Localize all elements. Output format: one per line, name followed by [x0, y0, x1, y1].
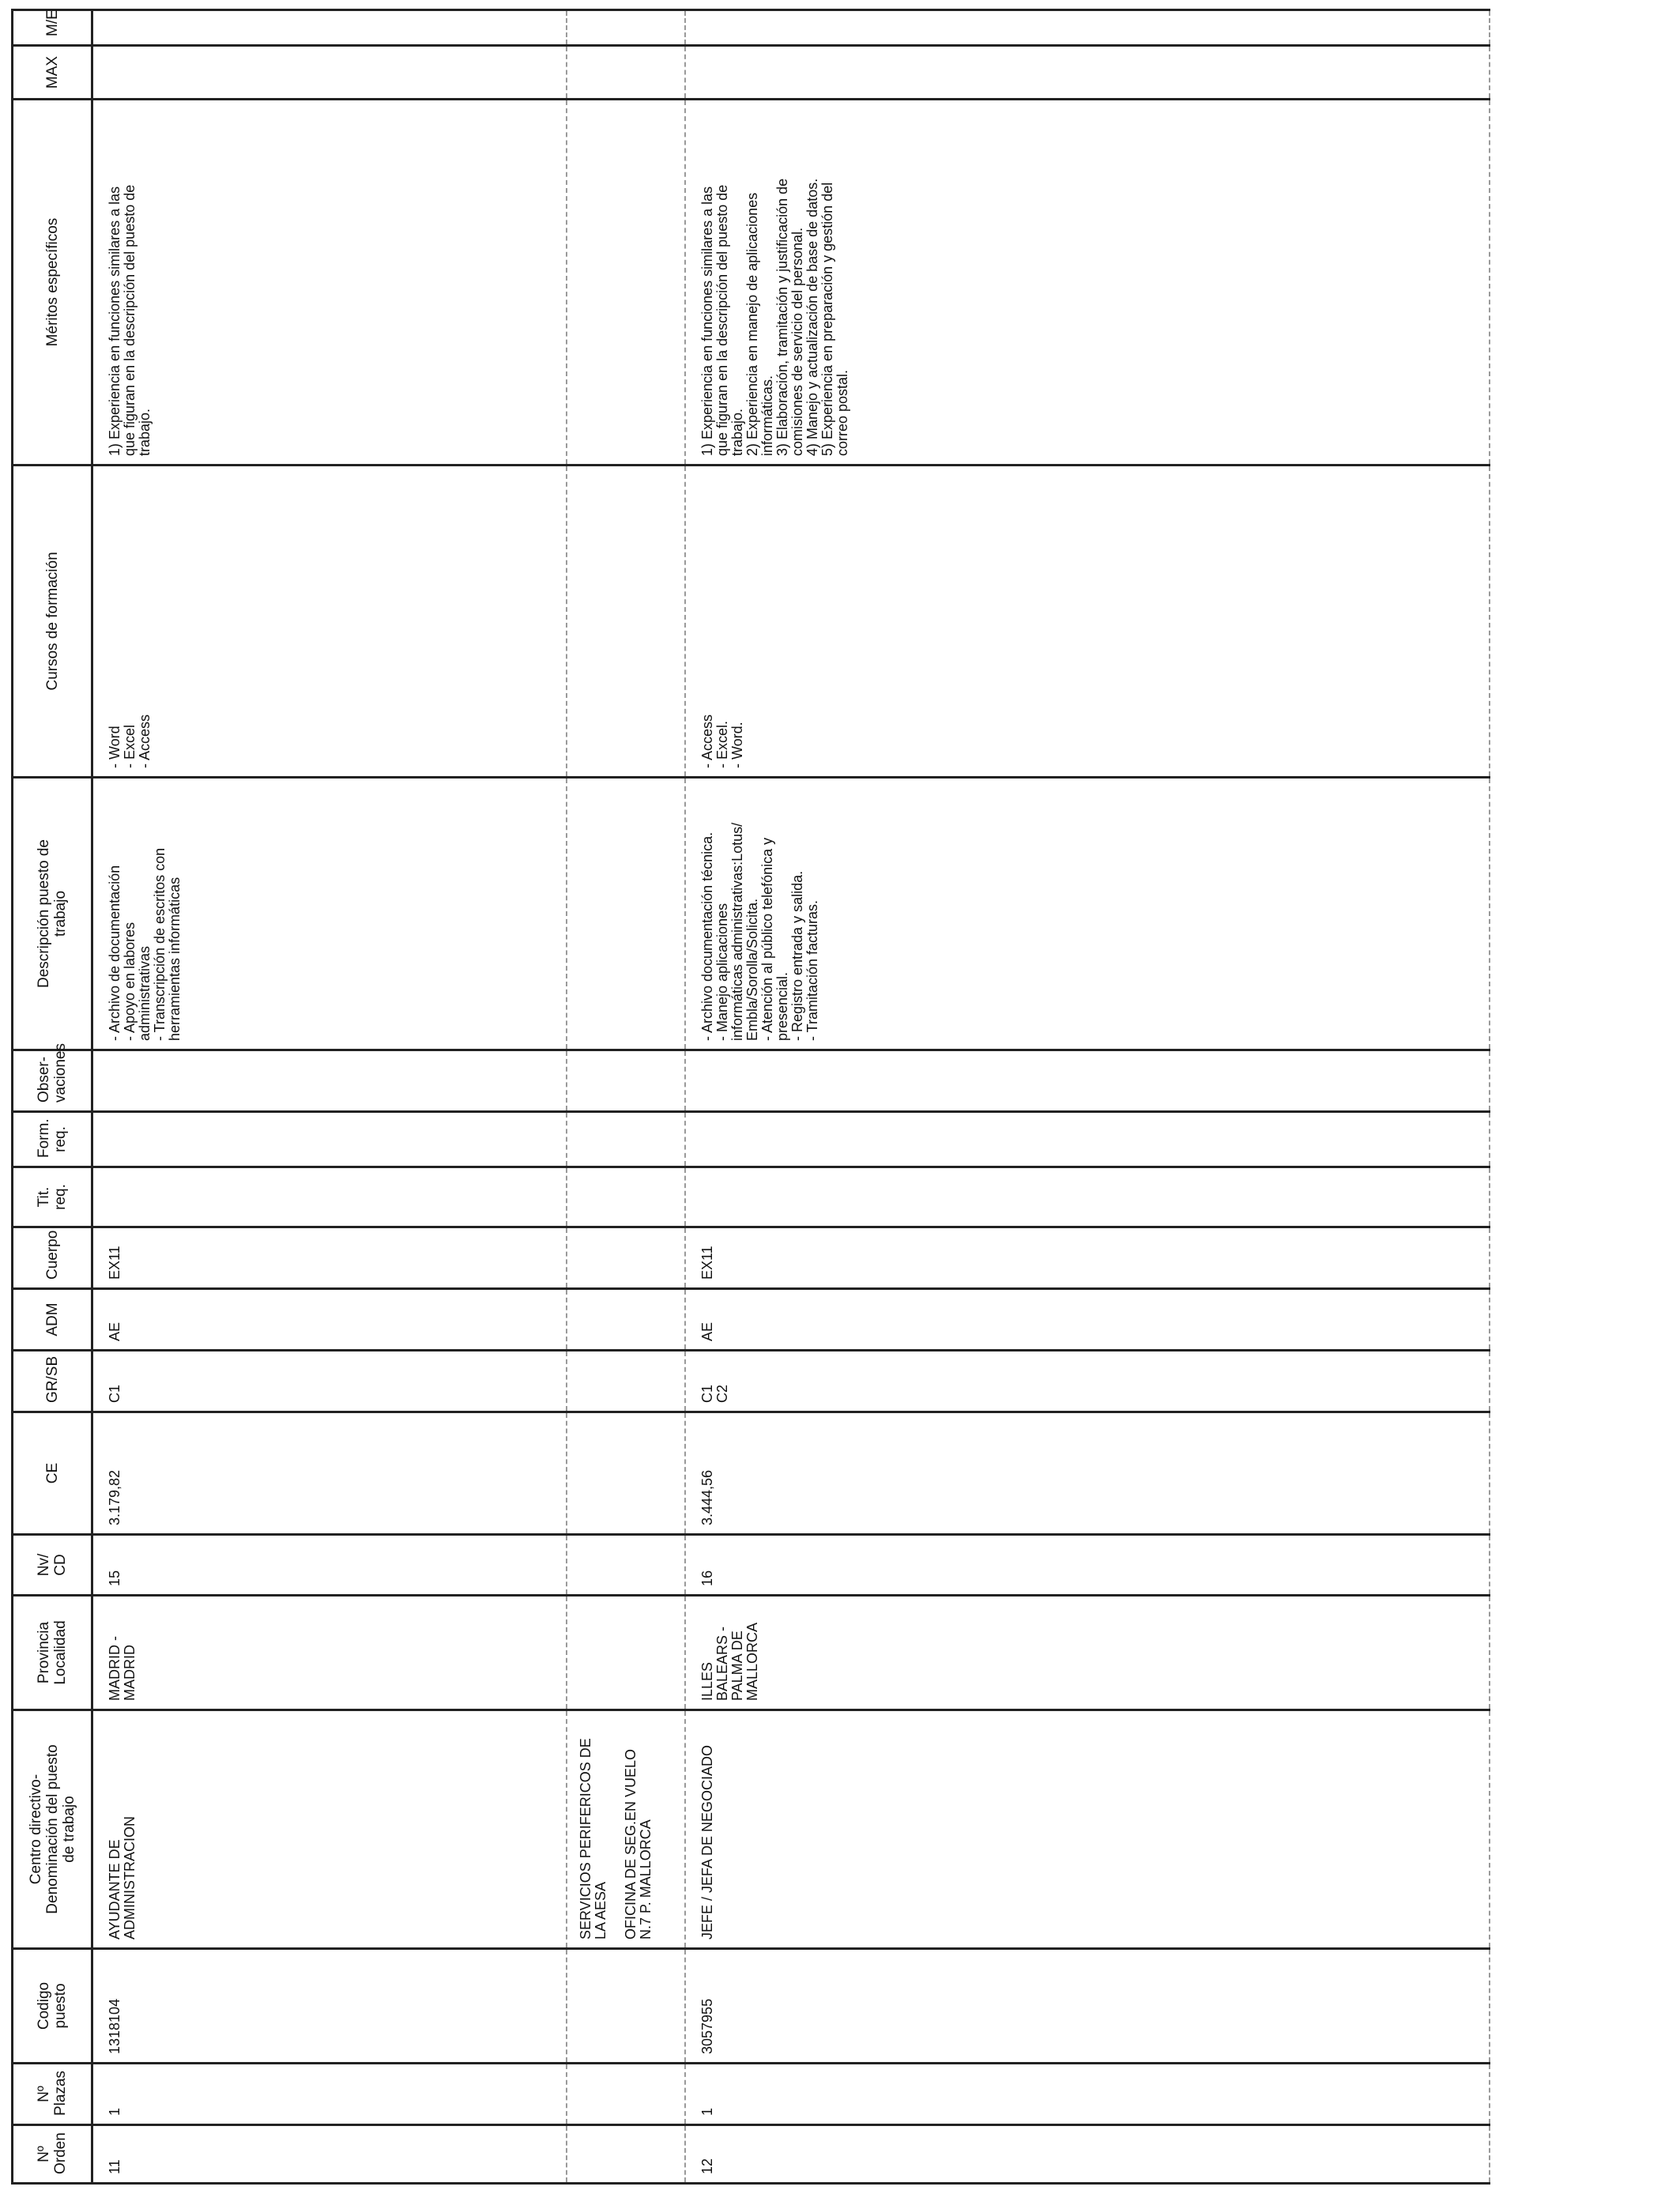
- cell-provincia: ILLES BALEARS - PALMA DE MALLORCA: [685, 1596, 1490, 1710]
- cell-centro: JEFE / JEFA DE NEGOCIADO: [685, 1710, 1490, 1949]
- header-row: [13, 10, 92, 2184]
- cell-form: [92, 1112, 567, 1167]
- cell-plazas: 1: [685, 2064, 1490, 2125]
- cell-max: [685, 46, 1490, 100]
- header-meritos: Méritos específicos: [13, 100, 92, 466]
- cell-centro: AYUDANTE DE ADMINISTRACION: [92, 1710, 567, 1949]
- cell-me: [92, 10, 567, 46]
- cell-codigo: 1318104: [92, 1949, 567, 2064]
- cell-adm: AE: [92, 1289, 567, 1351]
- header-observaciones: Obser- vaciones: [13, 1050, 92, 1112]
- header-cursos: Cursos de formación: [13, 466, 92, 778]
- cell-tit: [92, 1167, 567, 1227]
- cell-ce: 3.179,82: [92, 1412, 567, 1535]
- cell-tit: [685, 1167, 1490, 1227]
- cell-observaciones: [92, 1050, 567, 1112]
- cell-orden: 11: [92, 2125, 567, 2184]
- cell-plazas: 1: [92, 2064, 567, 2125]
- cell-orden: 12: [685, 2125, 1490, 2184]
- header-max: MAX: [13, 46, 92, 100]
- cell-cursos: - Access - Excel. - Word.: [685, 466, 1490, 778]
- job-positions-table: [11, 9, 1490, 2185]
- header-centro: Centro directivo- Denominación del puesto de trabajo: [13, 1710, 92, 1949]
- cell-nivel: 16: [685, 1535, 1490, 1596]
- header-cuerpo: Cuerpo: [13, 1227, 92, 1289]
- header-grupo: GR/SB: [13, 1351, 92, 1412]
- header-provincia: Provincia Localidad: [13, 1596, 92, 1710]
- cell-ce: 3.444,56: [685, 1412, 1490, 1535]
- cell-adm: AE: [685, 1289, 1490, 1351]
- cell-max: [92, 46, 567, 100]
- header-tit: Tit. req.: [13, 1167, 92, 1227]
- cell-meritos: 1) Experiencia en funciones similares a las que figuran en la descripción del puesto de trabajo.: [92, 100, 567, 466]
- cell-cuerpo: EX11: [92, 1227, 567, 1289]
- cell-provincia: MADRID - MADRID: [92, 1596, 567, 1710]
- cell-form: [685, 1112, 1490, 1167]
- header-adm: ADM: [13, 1289, 92, 1351]
- cell-descripcion: - Archivo documentación técnica. - Manejo aplicaciones informáticas administrativas:Lotus/ Embla/Sorolla/Solicita. - Atención al público telefónica y presencial. - Registro entrada y salida. - Tramitación facturas.: [685, 778, 1490, 1050]
- cell-descripcion: - Archivo de documentación - Apoyo en labores administrativas - Transcripción de escritos con herramientas informáticas: [92, 778, 567, 1050]
- table-row: [92, 10, 567, 2184]
- table-row: [685, 10, 1490, 2184]
- header-codigo: Codigo puesto: [13, 1949, 92, 2064]
- header-plazas: Nº Plazas: [13, 2064, 92, 2125]
- header-me: M/E: [13, 10, 92, 46]
- cell-grupo: C1: [92, 1351, 567, 1412]
- header-descripcion: Descripción puesto de trabajo: [13, 778, 92, 1050]
- cell-observaciones: [685, 1050, 1490, 1112]
- section-centro: SERVICIOS PERIFERICOS DE LA AESA OFICINA DE SEG.EN VUELO N.7 P. MALLORCA: [567, 1710, 685, 1949]
- cell-codigo: 3057955: [685, 1949, 1490, 2064]
- cell-meritos: 1) Experiencia en funciones similares a las que figuran en la descripción del puesto de trabajo. 2) Experiencia en manejo de aplicaciones informáticas. 3) Elaboración, tramitación y justificación de comisiones de servicio del personal. 4) Manejo y actualización de base de datos. 5) Experiencia en preparación y gestión del correo postal.: [685, 100, 1490, 466]
- cell-cursos: - Word - Excel - Access: [92, 466, 567, 778]
- cell-me: [685, 10, 1490, 46]
- cell-cuerpo: EX11: [685, 1227, 1490, 1289]
- section-row: [567, 10, 685, 2184]
- cell-grupo: C1 C2: [685, 1351, 1490, 1412]
- header-ce: CE: [13, 1412, 92, 1535]
- header-orden: Nº Orden: [13, 2125, 92, 2184]
- header-nivel: Nv/ CD: [13, 1535, 92, 1596]
- cell-nivel: 15: [92, 1535, 567, 1596]
- header-form: Form. req.: [13, 1112, 92, 1167]
